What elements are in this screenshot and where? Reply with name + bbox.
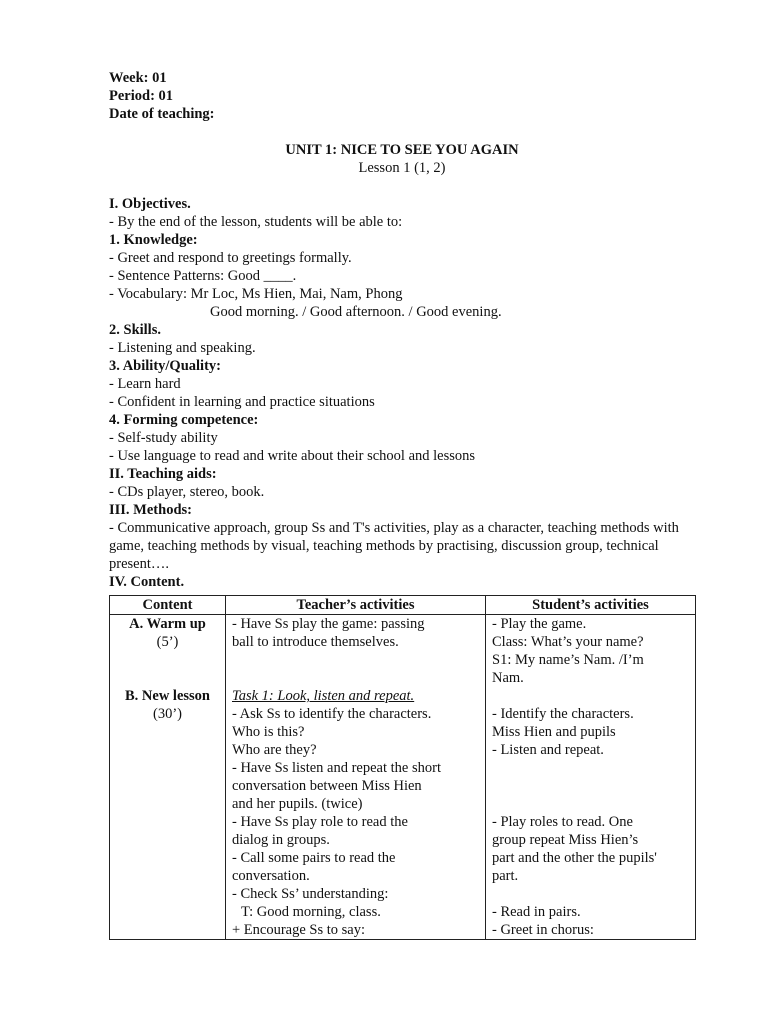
stage-label: B. New lesson [125, 688, 210, 704]
lesson-title: Lesson 1 (1, 2) [358, 160, 446, 176]
knowledge-item: - Vocabulary: Mr Loc, Ms Hien, Mai, Nam, Phong [109, 286, 403, 302]
teacher-line: Who are they? [232, 742, 317, 758]
competence-item: - Use language to read and write about their school and lessons [109, 448, 476, 464]
knowledge-item: - Greet and respond to greetings formally. [109, 250, 352, 266]
teacher-activities-cell [226, 615, 486, 940]
student-line: - Greet in chorus: [492, 922, 594, 938]
lesson-header [109, 69, 215, 123]
student-line: S1: My name’s Nam. /I’m [492, 652, 644, 668]
unit-title: UNIT 1: NICE TO SEE YOU AGAIN [285, 142, 519, 158]
teaching-aids-item: - CDs player, stereo, book. [109, 484, 265, 500]
objectives-body [109, 195, 699, 591]
student-line [492, 795, 689, 813]
stage-time: (30’) [153, 706, 182, 722]
unit-title-block [0, 141, 768, 177]
student-line: - Identify the characters. [492, 706, 634, 722]
student-activities-cell [486, 615, 696, 940]
teacher-line: - Ask Ss to identify the characters. [232, 706, 432, 722]
teacher-line: + Encourage Ss to say: [232, 922, 366, 938]
table-header-row [110, 596, 696, 615]
student-line: - Read in pairs. [492, 904, 581, 920]
teacher-line: and her pupils. (twice) [232, 796, 363, 812]
student-line [492, 687, 689, 705]
teacher-line: conversation. [232, 868, 310, 884]
skills-heading: 2. Skills. [109, 322, 161, 338]
student-line: - Play roles to read. One [492, 814, 633, 830]
ability-heading: 3. Ability/Quality: [109, 358, 221, 374]
student-line: - Play the game. [492, 616, 587, 632]
student-line [492, 759, 689, 777]
table-row [110, 615, 696, 940]
teacher-line: dialog in groups. [232, 832, 330, 848]
teacher-line: - Check Ss’ understanding: [232, 886, 389, 902]
student-line: part. [492, 868, 519, 884]
date-label: Date of teaching: [109, 106, 215, 122]
knowledge-item: Good morning. / Good afternoon. / Good evening. [210, 304, 502, 320]
methods-heading: III. Methods: [109, 502, 192, 518]
teacher-line: conversation between Miss Hien [232, 778, 422, 794]
objectives-heading: I. Objectives. [109, 196, 191, 212]
methods-item: - Communicative approach, group Ss and T's activities, play as a character, teaching methods with game, teaching methods by visual, teaching methods by practising, discussion group, technical present…. [109, 520, 679, 572]
column-header-teacher: Teacher’s activities [226, 596, 486, 615]
column-header-student: Student’s activities [486, 596, 696, 615]
teaching-aids-heading: II. Teaching aids: [109, 466, 217, 482]
teacher-line: ball to introduce themselves. [232, 634, 399, 650]
task-title: Task 1: Look, listen and repeat. [232, 688, 415, 704]
ability-item: - Confident in learning and practice situations [109, 394, 375, 410]
student-line: - Listen and repeat. [492, 742, 604, 758]
skills-item: - Listening and speaking. [109, 340, 256, 356]
teacher-line: - Call some pairs to read the [232, 850, 396, 866]
teacher-line: Who is this? [232, 724, 305, 740]
stage-label: A. Warm up [129, 616, 206, 632]
knowledge-heading: 1. Knowledge: [109, 232, 198, 248]
teacher-line: T: Good morning, class. [241, 904, 381, 920]
student-line: Miss Hien and pupils [492, 724, 616, 740]
student-line: Class: What’s your name? [492, 634, 644, 650]
teacher-line: - Have Ss play the game: passing [232, 616, 425, 632]
competence-heading: 4. Forming competence: [109, 412, 259, 428]
teacher-line: - Have Ss listen and repeat the short [232, 760, 441, 776]
activities-table [109, 595, 696, 940]
knowledge-item: - Sentence Patterns: Good ____. [109, 268, 297, 284]
ability-item: - Learn hard [109, 376, 181, 392]
objectives-intro: - By the end of the lesson, students will be able to: [109, 214, 403, 230]
content-cell [110, 615, 226, 940]
stage-time: (5’) [156, 634, 179, 650]
competence-item: - Self-study ability [109, 430, 218, 446]
period-label: Period: 01 [109, 88, 174, 104]
student-line [492, 885, 689, 903]
student-line [492, 777, 689, 795]
student-line: Nam. [492, 670, 524, 686]
column-header-content: Content [110, 596, 226, 615]
student-line: group repeat Miss Hien’s [492, 832, 639, 848]
student-line: part and the other the pupils' [492, 850, 657, 866]
week-label: Week: 01 [109, 70, 167, 86]
content-heading: IV. Content. [109, 574, 185, 590]
teacher-line: - Have Ss play role to read the [232, 814, 408, 830]
